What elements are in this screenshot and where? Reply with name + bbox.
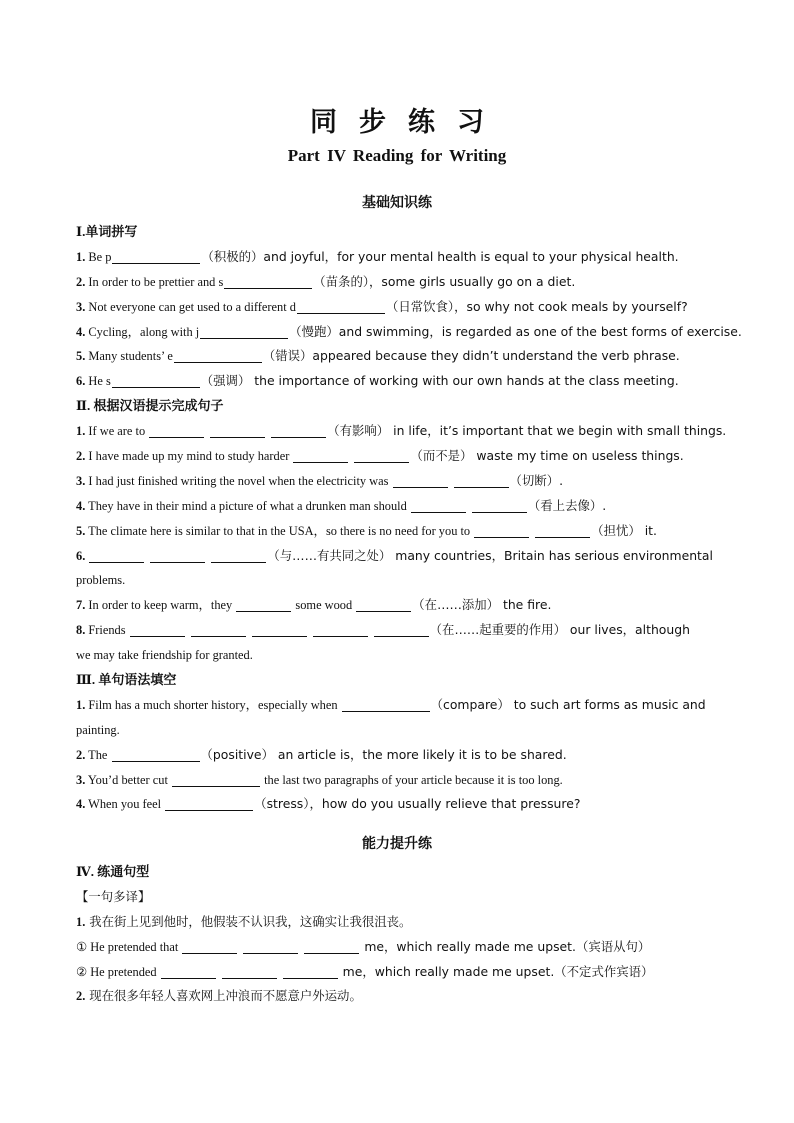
item-text: the last two paragraphs of your article because it is too long.: [261, 772, 563, 787]
item-text: The climate here is similar to that in the USA，so there is no need for you to: [85, 523, 474, 538]
item-number: 1.: [76, 697, 86, 712]
item-number: 7.: [76, 598, 86, 613]
item-text: Be: [85, 249, 106, 264]
answer-blank[interactable]: [411, 499, 466, 513]
answer-blank[interactable]: [472, 499, 527, 513]
answer-blank[interactable]: [243, 940, 298, 954]
answer-blank[interactable]: [454, 474, 509, 488]
item-text: 我在街上见到他时，他假装不认识我，这确实让我很沮丧。: [85, 913, 412, 929]
item-text: （看上去像）.: [527, 497, 607, 513]
part3-item-4: [76, 792, 718, 817]
part4-subheading: 【一句多译】: [76, 888, 151, 904]
answer-blank[interactable]: [112, 374, 200, 388]
part1-item-4: [76, 320, 742, 345]
item-number: 3.: [76, 772, 86, 787]
part2-item-7: [76, 593, 718, 618]
part2-item-8: [76, 618, 718, 643]
part2-item-6: [76, 544, 718, 569]
hint-letter: j: [195, 324, 200, 339]
answer-blank[interactable]: [172, 773, 260, 787]
page-subtitle: Part IV Reading for Writing: [287, 146, 507, 165]
item-number: 3.: [76, 299, 86, 314]
item-number: 1.: [76, 424, 86, 439]
part1-item-6: [76, 369, 718, 394]
item-text: I have made up my mind to study harder: [85, 449, 293, 464]
answer-blank[interactable]: [252, 623, 307, 637]
answer-blank[interactable]: [283, 965, 338, 979]
hint-letter: s: [105, 374, 111, 389]
item-number: 2.: [76, 274, 86, 289]
part1-item-5: [76, 344, 718, 369]
answer-blank[interactable]: [222, 965, 277, 979]
hint-letter: d: [289, 299, 296, 314]
part3-heading: Ⅲ. 单句语法填空: [76, 672, 177, 688]
part4-heading: Ⅳ. 练通句型: [76, 864, 150, 879]
item-text: Friends: [85, 623, 129, 638]
part2-heading: Ⅱ. 根据汉语提示完成句子: [76, 398, 224, 414]
item-number: 5.: [76, 523, 86, 538]
part2-item-1: [76, 419, 727, 444]
answer-blank[interactable]: [89, 549, 144, 563]
answer-blank[interactable]: [211, 549, 266, 563]
answer-blank[interactable]: [304, 940, 359, 954]
part2-item-5: [76, 519, 718, 544]
part4-block: [76, 860, 718, 1009]
item-text: （积极的）and joyful，for your mental health is equal to your physical health.: [201, 248, 679, 264]
item-text: （苗条的），some girls usually go on a diet.: [313, 273, 576, 289]
part3-item-1: [76, 693, 718, 718]
item-text: （切断）.: [509, 472, 564, 488]
item-text: （positive） an article is，the more likely it is to be shared.: [200, 746, 567, 762]
item-text: （stress），how do you usually relieve that pressure?: [254, 796, 581, 812]
item-text: me，which really made me upset.（不定式作宾语）: [338, 963, 654, 979]
hint-letter: s: [218, 274, 224, 289]
item-text: I had just finished writing the novel when the electricity was: [85, 473, 392, 488]
answer-blank[interactable]: [150, 549, 205, 563]
item-text: Cycling，along with: [85, 324, 196, 339]
answer-blank[interactable]: [191, 623, 246, 637]
item-text: （与……有共同之处） many countries，Britain has serious environmental: [267, 547, 713, 563]
item-text: In order to be prettier and: [85, 274, 219, 289]
item-number: 6.: [76, 548, 86, 563]
answer-blank[interactable]: [393, 474, 448, 488]
item-text: Not everyone can get used to a different: [85, 299, 290, 314]
item-text: （日常饮食），so why not cook meals by yourself?: [385, 298, 688, 314]
answer-blank[interactable]: [236, 598, 291, 612]
part1-item-3: [76, 295, 718, 320]
answer-blank[interactable]: [112, 250, 200, 264]
item-text: some wood: [292, 598, 356, 613]
item-text: [85, 549, 88, 563]
part2-item-2: [76, 444, 718, 469]
item-number: 2.: [76, 989, 86, 1004]
answer-blank[interactable]: [182, 940, 237, 954]
answer-blank[interactable]: [293, 449, 348, 463]
item-number: 4.: [76, 498, 86, 513]
part2-item-3: [76, 469, 718, 494]
item-text: （强调） the importance of working with our own hands at the class meeting.: [200, 373, 679, 389]
item-text: He pretended: [87, 964, 160, 979]
answer-blank[interactable]: [130, 623, 185, 637]
answer-blank[interactable]: [149, 424, 204, 438]
item-text: You’d better cut: [85, 772, 171, 787]
answer-blank[interactable]: [474, 524, 529, 538]
part3-item-1-cont: painting.: [76, 722, 120, 737]
item-text: （而不是） waste my time on useless things.: [410, 448, 684, 464]
part2-item-4: [76, 494, 718, 519]
item-text: （错误）appeared because they didn’t understand the verb phrase.: [262, 348, 680, 364]
item-text: me，which really made me upset.（宾语从句）: [360, 938, 651, 954]
answer-blank[interactable]: [342, 698, 430, 712]
answer-blank[interactable]: [313, 623, 368, 637]
item-number: 2.: [76, 449, 86, 464]
item-text: （有影响） in life，it’s important that we begin with small things.: [327, 423, 727, 439]
item-number: 4.: [76, 324, 86, 339]
section-advanced-title: 能力提升练: [362, 837, 432, 852]
item-text: （慢跑）and swimming，is regarded as one of the best forms of exercise.: [289, 323, 742, 339]
item-text: （compare） to such art forms as music and: [430, 696, 706, 712]
item-text: He: [85, 374, 106, 389]
item-text: （在……添加） the fire.: [412, 597, 552, 613]
answer-blank[interactable]: [165, 797, 253, 811]
page-title: 同步练习: [310, 107, 506, 137]
answer-blank[interactable]: [356, 598, 411, 612]
item-number: 8.: [76, 623, 86, 638]
item-number: 1.: [76, 914, 86, 929]
item-text: He pretended that: [87, 939, 182, 954]
hint-letter: p: [105, 249, 112, 264]
item-number: 1.: [76, 249, 86, 264]
answer-blank[interactable]: [161, 965, 216, 979]
answer-blank[interactable]: [224, 275, 312, 289]
item-text: If we are to: [85, 424, 149, 439]
answer-blank[interactable]: [535, 524, 590, 538]
part4-q1-b: [76, 960, 718, 985]
item-number: 3.: [76, 473, 86, 488]
answer-blank[interactable]: [210, 424, 265, 438]
part4-q1: [76, 910, 718, 935]
part2-item-6-cont: problems.: [76, 573, 126, 588]
item-text: In order to keep warm，they: [85, 598, 236, 613]
section-basic-title: 基础知识练: [362, 196, 432, 211]
part1-item-1: [76, 245, 718, 270]
item-number: 6.: [76, 374, 86, 389]
item-text: When you feel: [85, 797, 165, 812]
part1-heading: Ⅰ.单词拼写: [76, 224, 138, 239]
item-text: （在……起重要的作用） our lives，although: [429, 622, 690, 638]
item-number: 5.: [76, 349, 86, 364]
answer-blank[interactable]: [297, 300, 385, 314]
item-text: The: [85, 747, 111, 762]
part3-item-2: [76, 743, 718, 768]
answer-blank[interactable]: [354, 449, 409, 463]
circle-number: ①: [76, 939, 88, 954]
item-text: They have in their mind a picture of what a drunken man should: [85, 498, 410, 513]
item-number: 2.: [76, 747, 86, 762]
part3-item-3: [76, 768, 718, 793]
part1-item-2: [76, 270, 718, 295]
hint-letter: e: [167, 349, 173, 364]
item-text: Film has a much shorter history，especially when: [85, 697, 341, 712]
item-text: Many students’: [85, 349, 168, 364]
answer-blank[interactable]: [174, 349, 262, 363]
part4-q2: [76, 984, 718, 1009]
circle-number: ②: [76, 964, 88, 979]
item-number: 4.: [76, 797, 86, 812]
answer-blank[interactable]: [374, 623, 429, 637]
answer-blank[interactable]: [271, 424, 326, 438]
part2-item-8-cont: we may take friendship for granted.: [76, 648, 253, 663]
item-text: 现在很多年轻人喜欢网上冲浪而不愿意户外运动。: [85, 988, 362, 1004]
part4-q1-a: [76, 935, 718, 960]
item-text: （担忧） it.: [591, 522, 657, 538]
answer-blank[interactable]: [112, 748, 200, 762]
answer-blank[interactable]: [200, 325, 288, 339]
part1-block: [76, 220, 742, 817]
